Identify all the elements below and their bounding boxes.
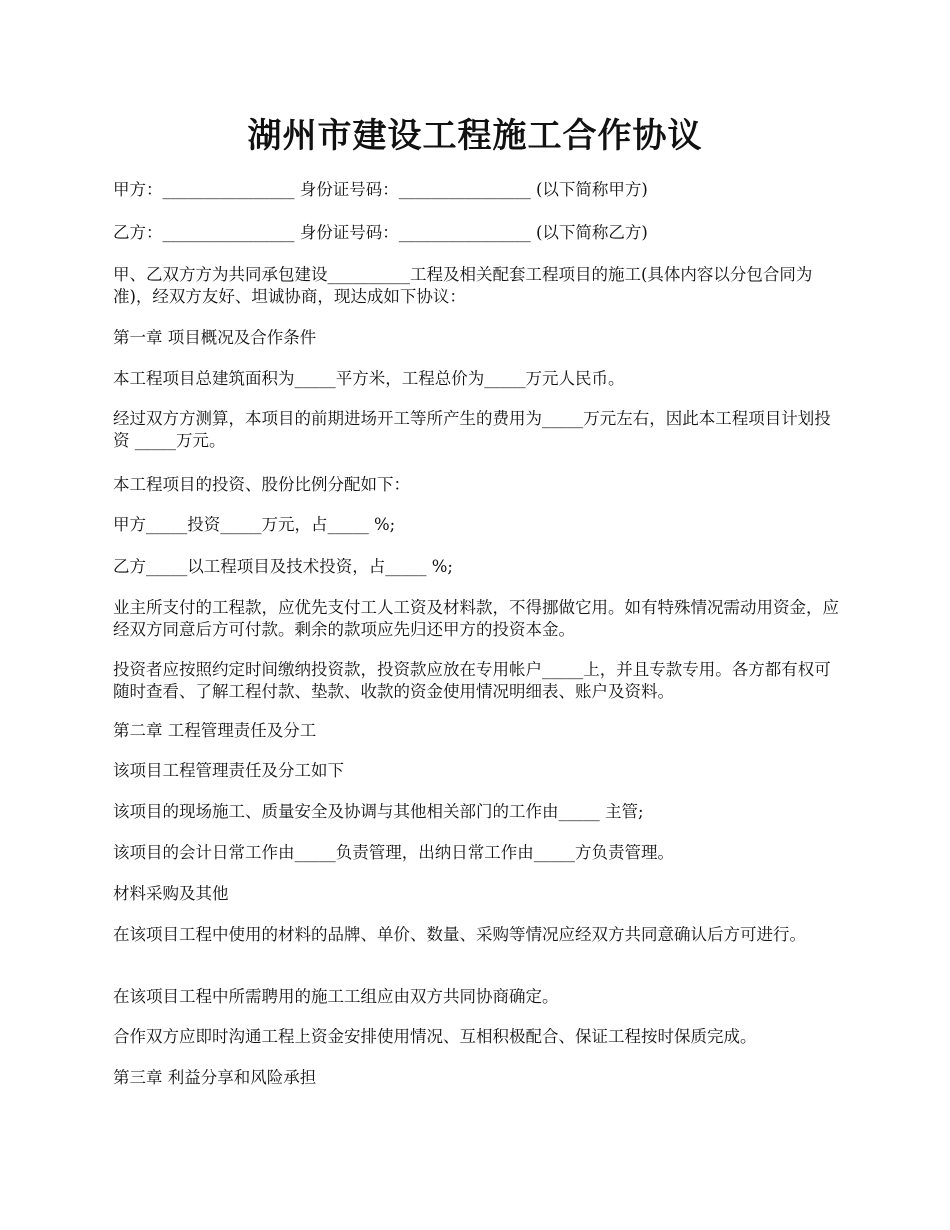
materials-paragraph: 在该项目工程中使用的材料的品牌、单价、数量、采购等情况应经双方共同意确认后方可进行。 [113, 925, 806, 944]
investment-ratio-heading: 本工程项目的投资、股份比例分配如下： [113, 475, 410, 494]
intro-paragraph: 甲、乙双方方为共同承包建设__________工程及相关配套工程项目的施工(具体内容以分包合同为准)，经双方友好、坦诚协商，现达成如下协议： [113, 265, 813, 306]
site-management-line: 该项目的现场施工、质量安全及协调与其他相关部门的工作由_____ 主管; [113, 802, 644, 821]
payment-paragraph: 业主所支付的工程款，应优先支付工人工资及材料款，不得挪做它用。如有特殊情况需动用资金，应经双方同意后方可付款。剩余的款项应先归还甲方的投资本金。 [113, 598, 839, 639]
party-a-line: 甲方：________________ 身份证号码：________________ (以下简称甲方) [113, 180, 648, 199]
party-b-share: 乙方_____以工程项目及技术投资，占_____ %; [113, 557, 453, 576]
initial-cost-paragraph: 经过双方方测算，本项目的前期进场开工等所产生的费用为_____万元左右，因此本工程项目计划投资 _____万元。 [113, 409, 831, 450]
accounting-line: 该项目的会计日常工作由_____负责管理，出纳日常工作由_____方负责管理。 [113, 843, 674, 862]
crew-paragraph: 在该项目工程中所需聘用的施工工组应由双方共同协商确定。 [113, 987, 559, 1006]
document-title: 湖州市建设工程施工合作协议 [247, 116, 703, 156]
project-area-paragraph: 本工程项目总建筑面积为_____平方米，工程总价为_____万元人民币。 [113, 369, 625, 388]
materials-heading: 材料采购及其他 [113, 884, 229, 903]
investment-account-paragraph: 投资者应按照约定时间缴纳投资款，投资款应放在专用帐户_____上，并且专款专用。各方都有权可随时查看、了解工程付款、垫款、收款的资金使用情况明细表、账户及资料。 [113, 660, 831, 701]
chapter-2-heading: 第二章 工程管理责任及分工 [113, 721, 317, 740]
chapter-1-heading: 第一章 项目概况及合作条件 [113, 328, 317, 347]
party-a-share: 甲方_____投资_____万元，占_____ %; [113, 515, 396, 534]
management-heading: 该项目工程管理责任及分工如下 [113, 761, 344, 780]
chapter-3-heading: 第三章 利益分享和风险承担 [113, 1068, 317, 1087]
party-b-line: 乙方：________________ 身份证号码：________________ (以下简称乙方) [113, 223, 648, 242]
communication-paragraph: 合作双方应即时沟通工程上资金安排使用情况、互相积极配合、保证工程按时保质完成。 [113, 1027, 757, 1046]
